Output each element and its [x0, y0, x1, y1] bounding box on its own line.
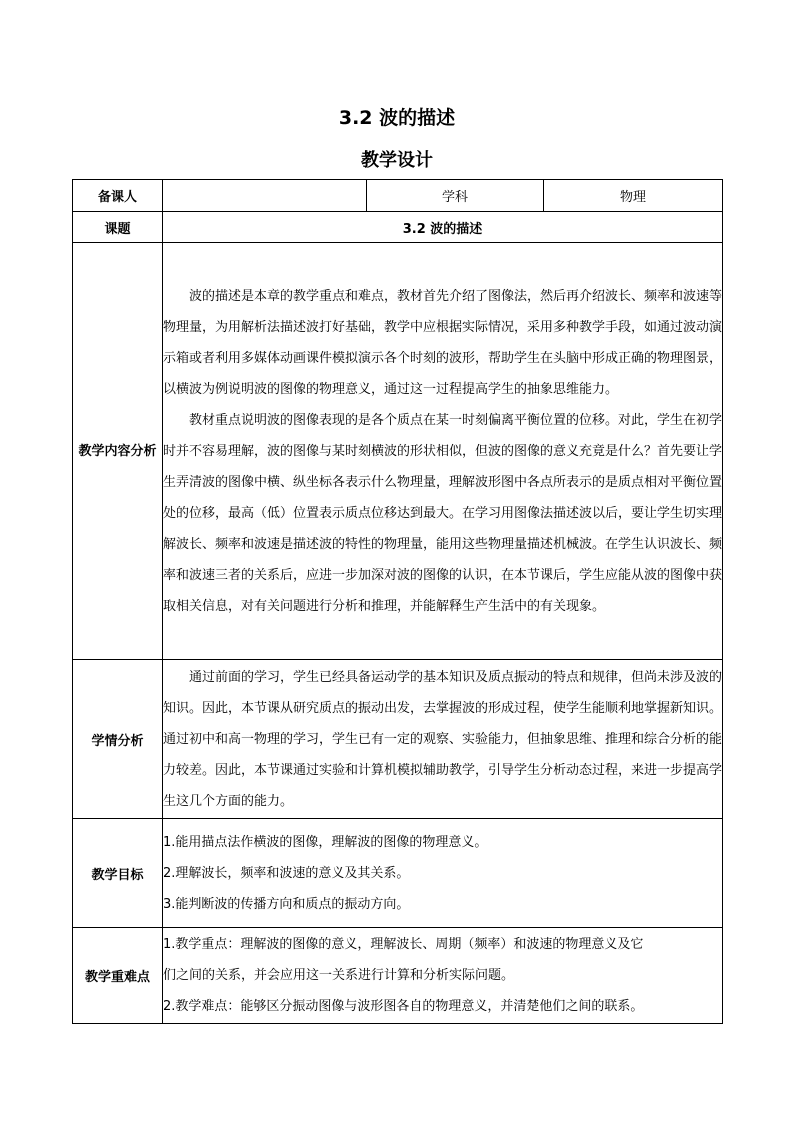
key-point-item: 1.教学重点：理解波的图像的意义，理解波长、周期（频率）和波速的物理意义及它 [163, 937, 644, 952]
subject-value: 物理 [544, 180, 723, 212]
content-analysis-paragraph: 教材重点说明波的图像表现的是各个质点在某一时刻偏离平衡位置的位移。对此，学生在初学时并不容易理解，波的图像与某时刻横波的形状相似，但波的图像的意义充竟是什么？首先要让学生弄清波的图像中横、纵坐标各表示什么物理量，理解波形图中各点所表示的是质点相对平衡位置处的位移，最高（低）位置表示质点位移达到最大。在学习用图像法描述波以后，要让学生切实理解波长、频率和波速是描述波的特性的物理量，能用这些物理量描述机械波。在学生认识波长、频率和波速三者的关系后，应进一步加深对波的图像的认识，在本节课后，学生应能从波的图像中获取相关信息，对有关问题进行分析和推理，并能解释生产生活中的有关现象。 [163, 412, 723, 614]
preparer-value [163, 180, 367, 212]
table-row-topic [73, 212, 723, 243]
table-row-objectives [73, 819, 723, 928]
content-analysis-cell [163, 243, 723, 660]
table-row-learner-analysis [73, 660, 723, 819]
key-points-label: 教学重难点 [73, 928, 163, 1024]
topic-label: 课题 [73, 212, 163, 243]
topic-value: 3.2 波的描述 [163, 212, 723, 243]
objective-item: 1.能用描点法作横波的图像，理解波的图像的物理意义。 [163, 834, 488, 850]
subject-label: 学科 [367, 180, 544, 212]
key-point-item: 2.教学难点：能够区分振动图像与波形图各自的物理意义，并清楚他们之间的联系。 [163, 999, 644, 1014]
table-row-preparer [73, 180, 723, 212]
page-subtitle: 教学设计 [361, 150, 433, 171]
objective-item: 3.能判断波的传播方向和质点的振动方向。 [163, 896, 410, 912]
learner-analysis-paragraph: 通过前面的学习，学生已经具备运动学的基本知识及质点振动的特点和规律，但尚未涉及波的知识。因此，本节课从研究质点的振动出发，去掌握波的形成过程，使学生能顺利地掌握新知识。通过初中和高一物理的学习，学生已有一定的观察、实验能力，但抽象思维、推理和综合分析的能力较差。因此，本节课通过实验和计算机模拟辅助教学，引导学生分析动态过程，来进一步提高学生这几个方面的能力。 [163, 669, 723, 809]
table-row-content-analysis [73, 243, 723, 660]
objectives-label: 教学目标 [73, 819, 163, 928]
learner-analysis-cell [163, 660, 723, 819]
lesson-plan-table [72, 179, 723, 1024]
page-title: 3.2 波的描述 [338, 107, 456, 129]
key-point-item: 们之间的关系，并会应用这一关系进行计算和分析实际问题。 [163, 968, 515, 983]
objectives-cell [163, 819, 723, 928]
table-row-key-points [73, 928, 723, 1024]
objective-item: 2.理解波长，频率和波速的意义及其关系。 [163, 865, 410, 881]
preparer-label: 备课人 [73, 180, 163, 212]
learner-analysis-label: 学情分析 [73, 660, 163, 819]
key-points-cell [163, 928, 723, 1024]
content-analysis-label: 教学内容分析 [73, 243, 163, 660]
content-analysis-paragraph: 波的描述是本章的教学重点和难点，教材首先介绍了图像法，然后再介绍波长、频率和波速等物理量，为用解析法描述波打好基础，教学中应根据实际情况，采用多种教学手段，如通过波动演示箱或者利用多媒体动画课件模拟演示各个时刻的波形，帮助学生在头脑中形成正确的物理图景，以横波为例说明波的图像的物理意义，通过这一过程提高学生的抽象思维能力。 [163, 288, 723, 397]
